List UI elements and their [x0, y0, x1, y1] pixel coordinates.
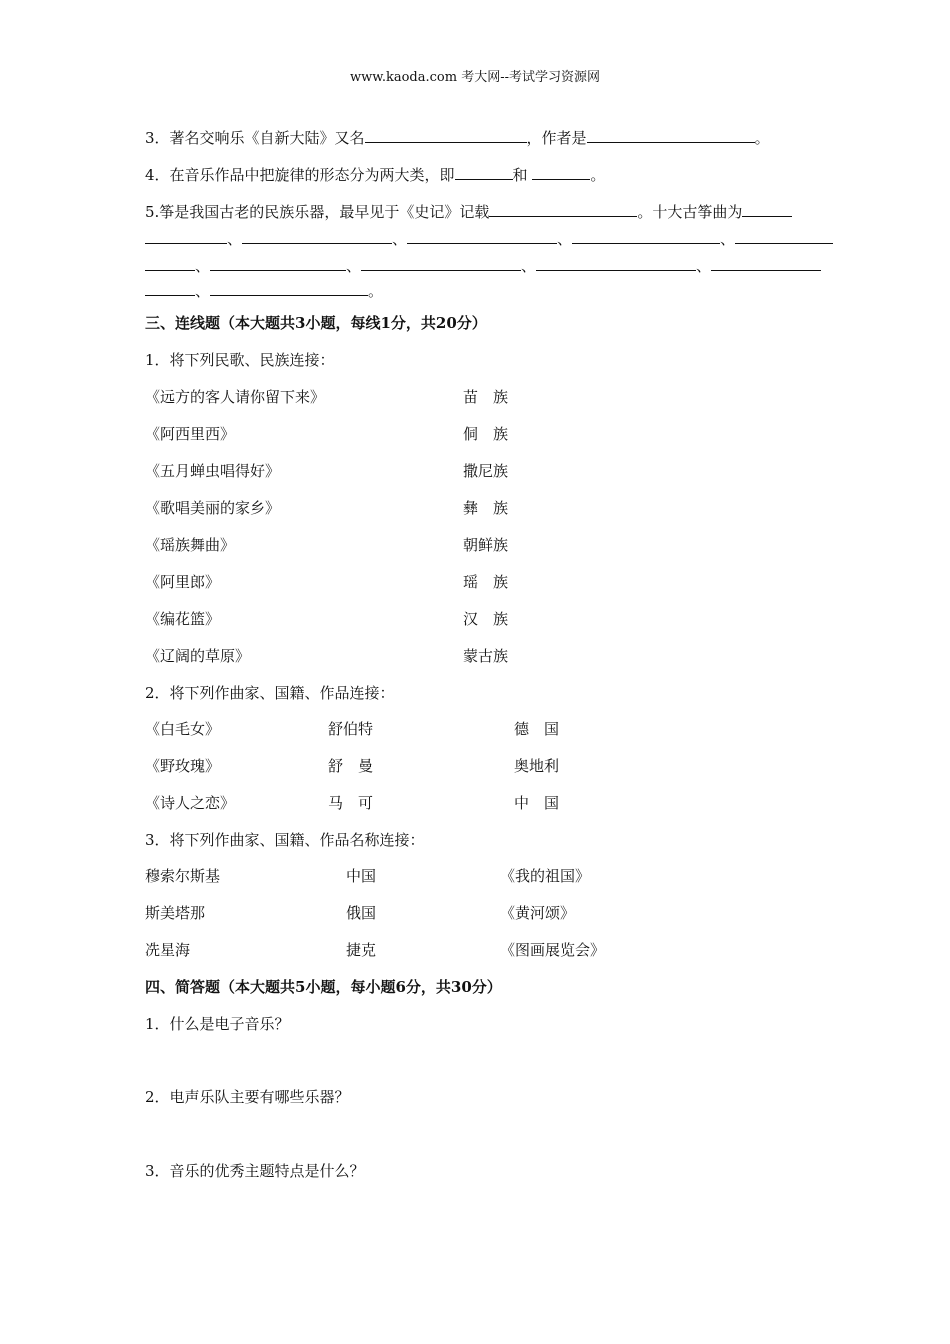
- question-5: 5.筝是我国古老的民族乐器，最早见于《史记》记载 。十大古筝曲为: [145, 201, 792, 222]
- question-3: 3．著名交响乐《自新大陆》又名 ，作者是 。: [145, 129, 770, 147]
- blank: [455, 164, 513, 180]
- work-item: 《我的祖国》: [500, 867, 591, 885]
- ethnic-item: 蒙古族: [463, 647, 509, 665]
- composer-item: 舒伯特: [328, 720, 374, 738]
- ethnic-item: 彝 族: [463, 499, 509, 517]
- country-item: 奥地利: [514, 757, 560, 775]
- song-item: 《歌唱美丽的家乡》: [145, 499, 281, 517]
- work-item: 《诗人之恋》: [145, 794, 236, 812]
- composer-item: 冼星海: [145, 941, 191, 959]
- ethnic-item: 汉 族: [463, 610, 509, 628]
- ethnic-item: 朝鲜族: [463, 536, 509, 554]
- ethnic-item: 侗 族: [463, 425, 509, 443]
- country-item: 中国: [346, 867, 377, 885]
- song-item: 《瑶族舞曲》: [145, 536, 236, 554]
- question-5-line-2: 、 、 、 、: [145, 228, 833, 249]
- ethnic-item: 撒尼族: [463, 462, 509, 480]
- work-item: 《白毛女》: [145, 720, 221, 738]
- country-item: 俄国: [346, 904, 377, 922]
- composer-item: 舒 曼: [328, 757, 374, 775]
- composer-item: 斯美塔那: [145, 904, 206, 922]
- country-item: 捷克: [346, 941, 377, 959]
- short-answer-question: 3．音乐的优秀主题特点是什么？: [145, 1162, 365, 1180]
- blank: [489, 201, 637, 217]
- short-answer-question: 2．电声乐队主要有哪些乐器？: [145, 1088, 350, 1106]
- composer-item: 马 可: [328, 794, 374, 812]
- question-5-line-3: 、 、 、 、: [145, 255, 821, 276]
- ethnic-item: 瑶 族: [463, 573, 509, 591]
- section-4-title: 四、简答题（本大题共5小题，每小题6分，共30分）: [145, 978, 502, 996]
- song-item: 《五月蝉虫唱得好》: [145, 462, 281, 480]
- question-5-line-4: 、 。: [145, 280, 383, 301]
- short-answer-question: 1．什么是电子音乐？: [145, 1015, 290, 1033]
- work-item: 《野玫瑰》: [145, 757, 221, 775]
- section-3-title: 三、连线题（本大题共3小题，每线1分，共20分）: [145, 314, 487, 332]
- blank: [532, 164, 590, 180]
- composer-item: 穆索尔斯基: [145, 867, 221, 885]
- ethnic-item: 苗 族: [463, 388, 509, 406]
- question-4: 4．在音乐作品中把旋律的形态分为两大类，即 和 。: [145, 166, 606, 184]
- song-item: 《辽阔的草原》: [145, 647, 251, 665]
- section-3-q3-prompt: 3．将下列作曲家、国籍、作品名称连接：: [145, 831, 425, 849]
- work-item: 《图画展览会》: [500, 941, 606, 959]
- country-item: 中 国: [514, 794, 560, 812]
- section-3-q1-prompt: 1．将下列民歌、民族连接：: [145, 351, 335, 369]
- blank: [742, 201, 792, 217]
- blank: [365, 127, 527, 143]
- song-item: 《阿西里西》: [145, 425, 236, 443]
- song-item: 《阿里郎》: [145, 573, 221, 591]
- song-item: 《远方的客人请你留下来》: [145, 388, 326, 406]
- section-3-q2-prompt: 2．将下列作曲家、国籍、作品连接：: [145, 684, 395, 702]
- country-item: 德 国: [514, 720, 560, 738]
- page-header: www.kaoda.com 考大网--考试学习资源网: [350, 70, 600, 85]
- song-item: 《编花篮》: [145, 610, 221, 628]
- work-item: 《黄河颂》: [500, 904, 576, 922]
- blank: [587, 127, 755, 143]
